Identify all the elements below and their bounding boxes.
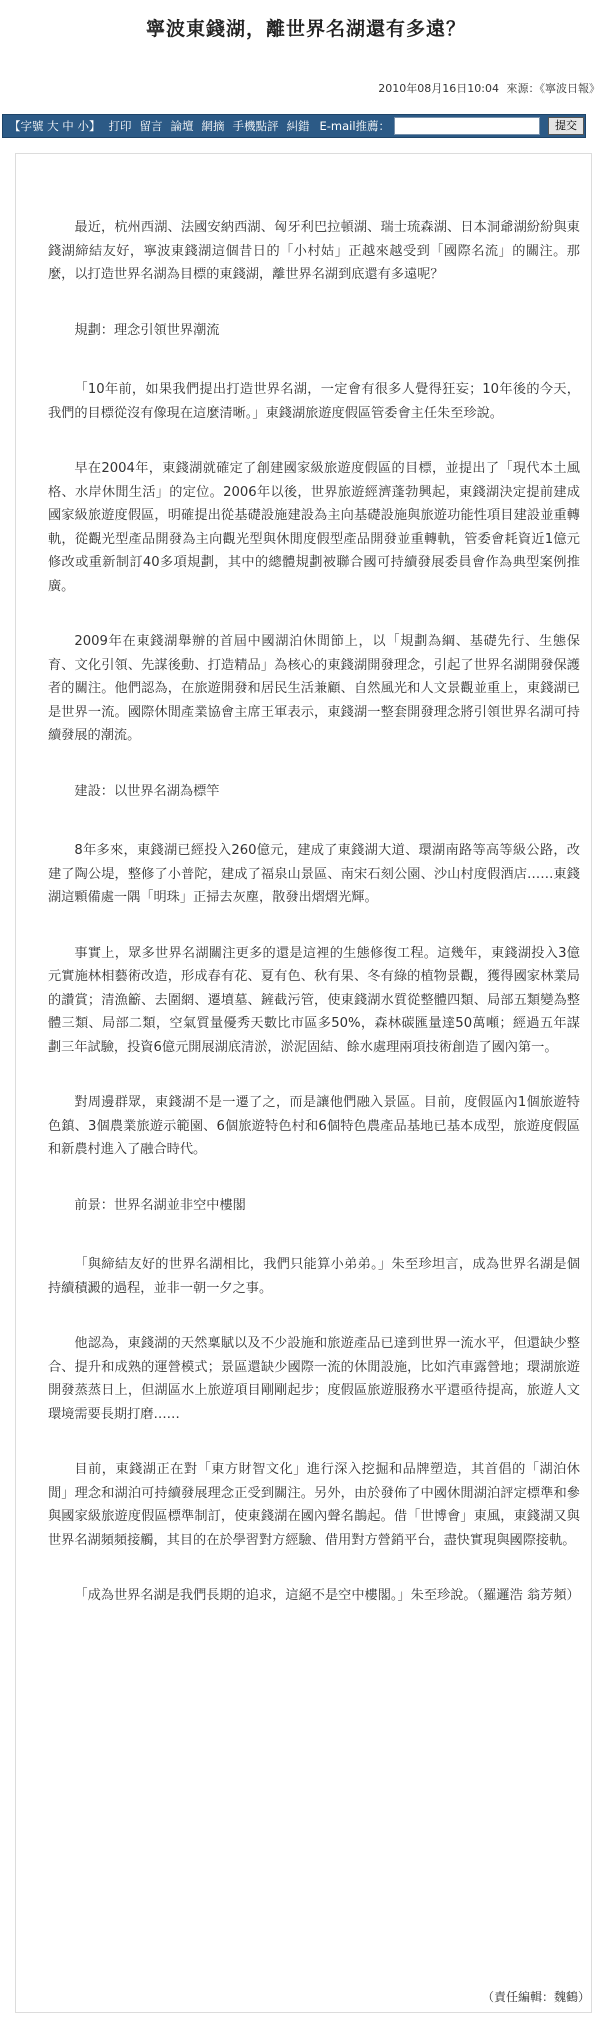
- source-name: 《寧波日報》: [539, 82, 600, 95]
- paragraph: 對周邊群眾，東錢湖不是一遷了之，而是讓他們融入景區。目前，度假區內1個旅遊特色鎮、3個農業旅遊示範園、6個旅遊特色村和6個特色農產品基地已基本成型，旅遊度假區和新農村進入了融合時代。: [48, 1095, 580, 1157]
- paragraph: 「成為世界名湖是我們長期的追求，這絕不是空中樓閣。」朱至珍說。（羅邏浩 翁芳頻）: [74, 1588, 580, 1603]
- paragraph: 2009年在東錢湖舉辦的首屆中國湖泊休閒節上，以「規劃為綱、基礎先行、生態保育、文化引領、先謀後動、打造精品」為核心的東錢湖開發理念，引起了世界名湖開發保護者的關注。他們認為，在旅遊開發和居民生活兼顧、自然風光和人文景觀並重上，東錢湖已是世界一流。國際休閒產業協會主席王軍表示，東錢湖一整套開發理念將引領世界名湖可持續發展的潮流。: [48, 634, 580, 743]
- paragraph: 事實上，眾多世界名湖關注更多的還是這裡的生態修復工程。這幾年，東錢湖投入3億元實施林相藝術改造，形成春有花、夏有色、秋有果、冬有綠的植物景觀，獲得國家林業局的讚賞；清漁籪、去圍網、遷墳墓、鏟截污管，使東錢湖水質從整體四類、局部五類變為整體三類、局部二類，空氣質量優秀天數比市區多50%，森林碳匯量達50萬噸；經過五年謀劃三年試驗，投資6億元開展湖底清淤，淤泥固結、餘水處理兩項技術創造了國內第一。: [48, 945, 580, 1055]
- paragraph: 他認為，東錢湖的天然稟賦以及不少設施和旅遊產品已達到世界一流水平，但還缺少整合、提升和成熟的運營模式；景區還缺少國際一流的休閒設施，比如汽車露營地；環湖旅遊開發蒸蒸日上，但湖區水上旅遊項目剛剛起步；度假區旅遊服務水平還亟待提高，旅遊人文環境需要長期打磨……: [48, 1336, 580, 1422]
- section-heading: 建設：以世界名湖為標竿: [74, 783, 220, 799]
- article-title: 寧波東錢湖，離世界名湖還有多遠？: [145, 18, 466, 40]
- article-body: [48, 216, 580, 1640]
- paragraph: 早在2004年，東錢湖就確定了創建國家級旅遊度假區的目標，並提出了「現代本土風格、水岸休閒生活」的定位。2006年以後，世界旅遊經濟蓬勃興起，東錢湖決定提前建成國家級旅遊度假區，明確提出從基礎設施建設為主向基礎設施與旅遊功能性項目建設並重轉軌，從觀光型產品開發為主向觀光型與休閒度假型產品開發並重轉軌，管委會耗資近1億元修改或重新制訂40多項規劃，其中的總體規劃被聯合國可持續發展委員會作為典型案例推廣。: [48, 461, 580, 594]
- report-error-link[interactable]: 糾錯: [286, 119, 310, 133]
- paragraph: 「10年前，如果我們提出打造世界名湖，一定會有很多人覺得狂妄；10年後的今天，我們的目標從沒有像現在這麼清晰。」東錢湖旅遊度假區管委會主任朱至珍說。: [48, 382, 580, 421]
- paragraph: 8年多來，東錢湖已經投入260億元，建成了東錢湖大道、環湖南路等高等級公路，改建了陶公堤，整修了小普陀，建成了福泉山景區、南宋石刻公園、沙山村度假酒店……東錢湖這顆備處一隅「明珠」正掃去灰塵，散發出熠熠光輝。: [48, 843, 580, 905]
- article-meta: [0, 80, 600, 96]
- mobile-comment-link[interactable]: 手機點評: [232, 119, 279, 133]
- comment-link[interactable]: 留言: [139, 119, 163, 133]
- print-link[interactable]: 打印: [108, 119, 132, 133]
- section-heading: 前景：世界名湖並非空中樓閣: [74, 1197, 246, 1213]
- article-toolbar: [2, 114, 586, 138]
- email-recommend-label: E-mail推薦：: [319, 119, 391, 133]
- paragraph: 目前，東錢湖正在對「東方財智文化」進行深入挖掘和品牌塑造，其首倡的「湖泊休閒」理念和湖泊可持續發展理念正受到關注。另外，由於發佈了中國休閒湖泊評定標準和參與國家級旅遊度假區標準制訂，使東錢湖在國內聲名鵲起。借「世博會」東風，東錢湖又與世界名湖頻頻接觸，其目的在於學習對方經驗、借用對方營銷平台，盡快實現與國際接軌。: [48, 1462, 580, 1548]
- source-label: 來源：: [506, 82, 540, 95]
- paragraph: 最近，杭州西湖、法國安納西湖、匈牙利巴拉頓湖、瑞士琉森湖、日本洞爺湖紛紛與東錢湖締結友好，寧波東錢湖這個昔日的「小村姑」正越來越受到「國際名流」的關注。那麼，以打造世界名湖為目標的東錢湖，離世界名湖到底還有多遠呢？: [48, 220, 580, 282]
- section-heading: 規劃：理念引領世界潮流: [74, 322, 220, 338]
- email-input[interactable]: [394, 117, 540, 135]
- forum-link[interactable]: 論壇: [170, 119, 194, 133]
- paragraph: 「與締結友好的世界名湖相比，我們只能算小弟弟。」朱至珍坦言，成為世界名湖是個持續積澱的過程，並非一朝一夕之事。: [48, 1257, 580, 1296]
- font-size-control[interactable]: 【字號 大 中 小】: [9, 119, 101, 133]
- submit-button[interactable]: 提交: [548, 117, 584, 135]
- digest-link[interactable]: 網摘: [201, 119, 225, 133]
- publish-date: 2010年08月16日10:04: [378, 82, 499, 95]
- responsible-editor: （責任編輯：魏鶴）: [481, 1990, 590, 2004]
